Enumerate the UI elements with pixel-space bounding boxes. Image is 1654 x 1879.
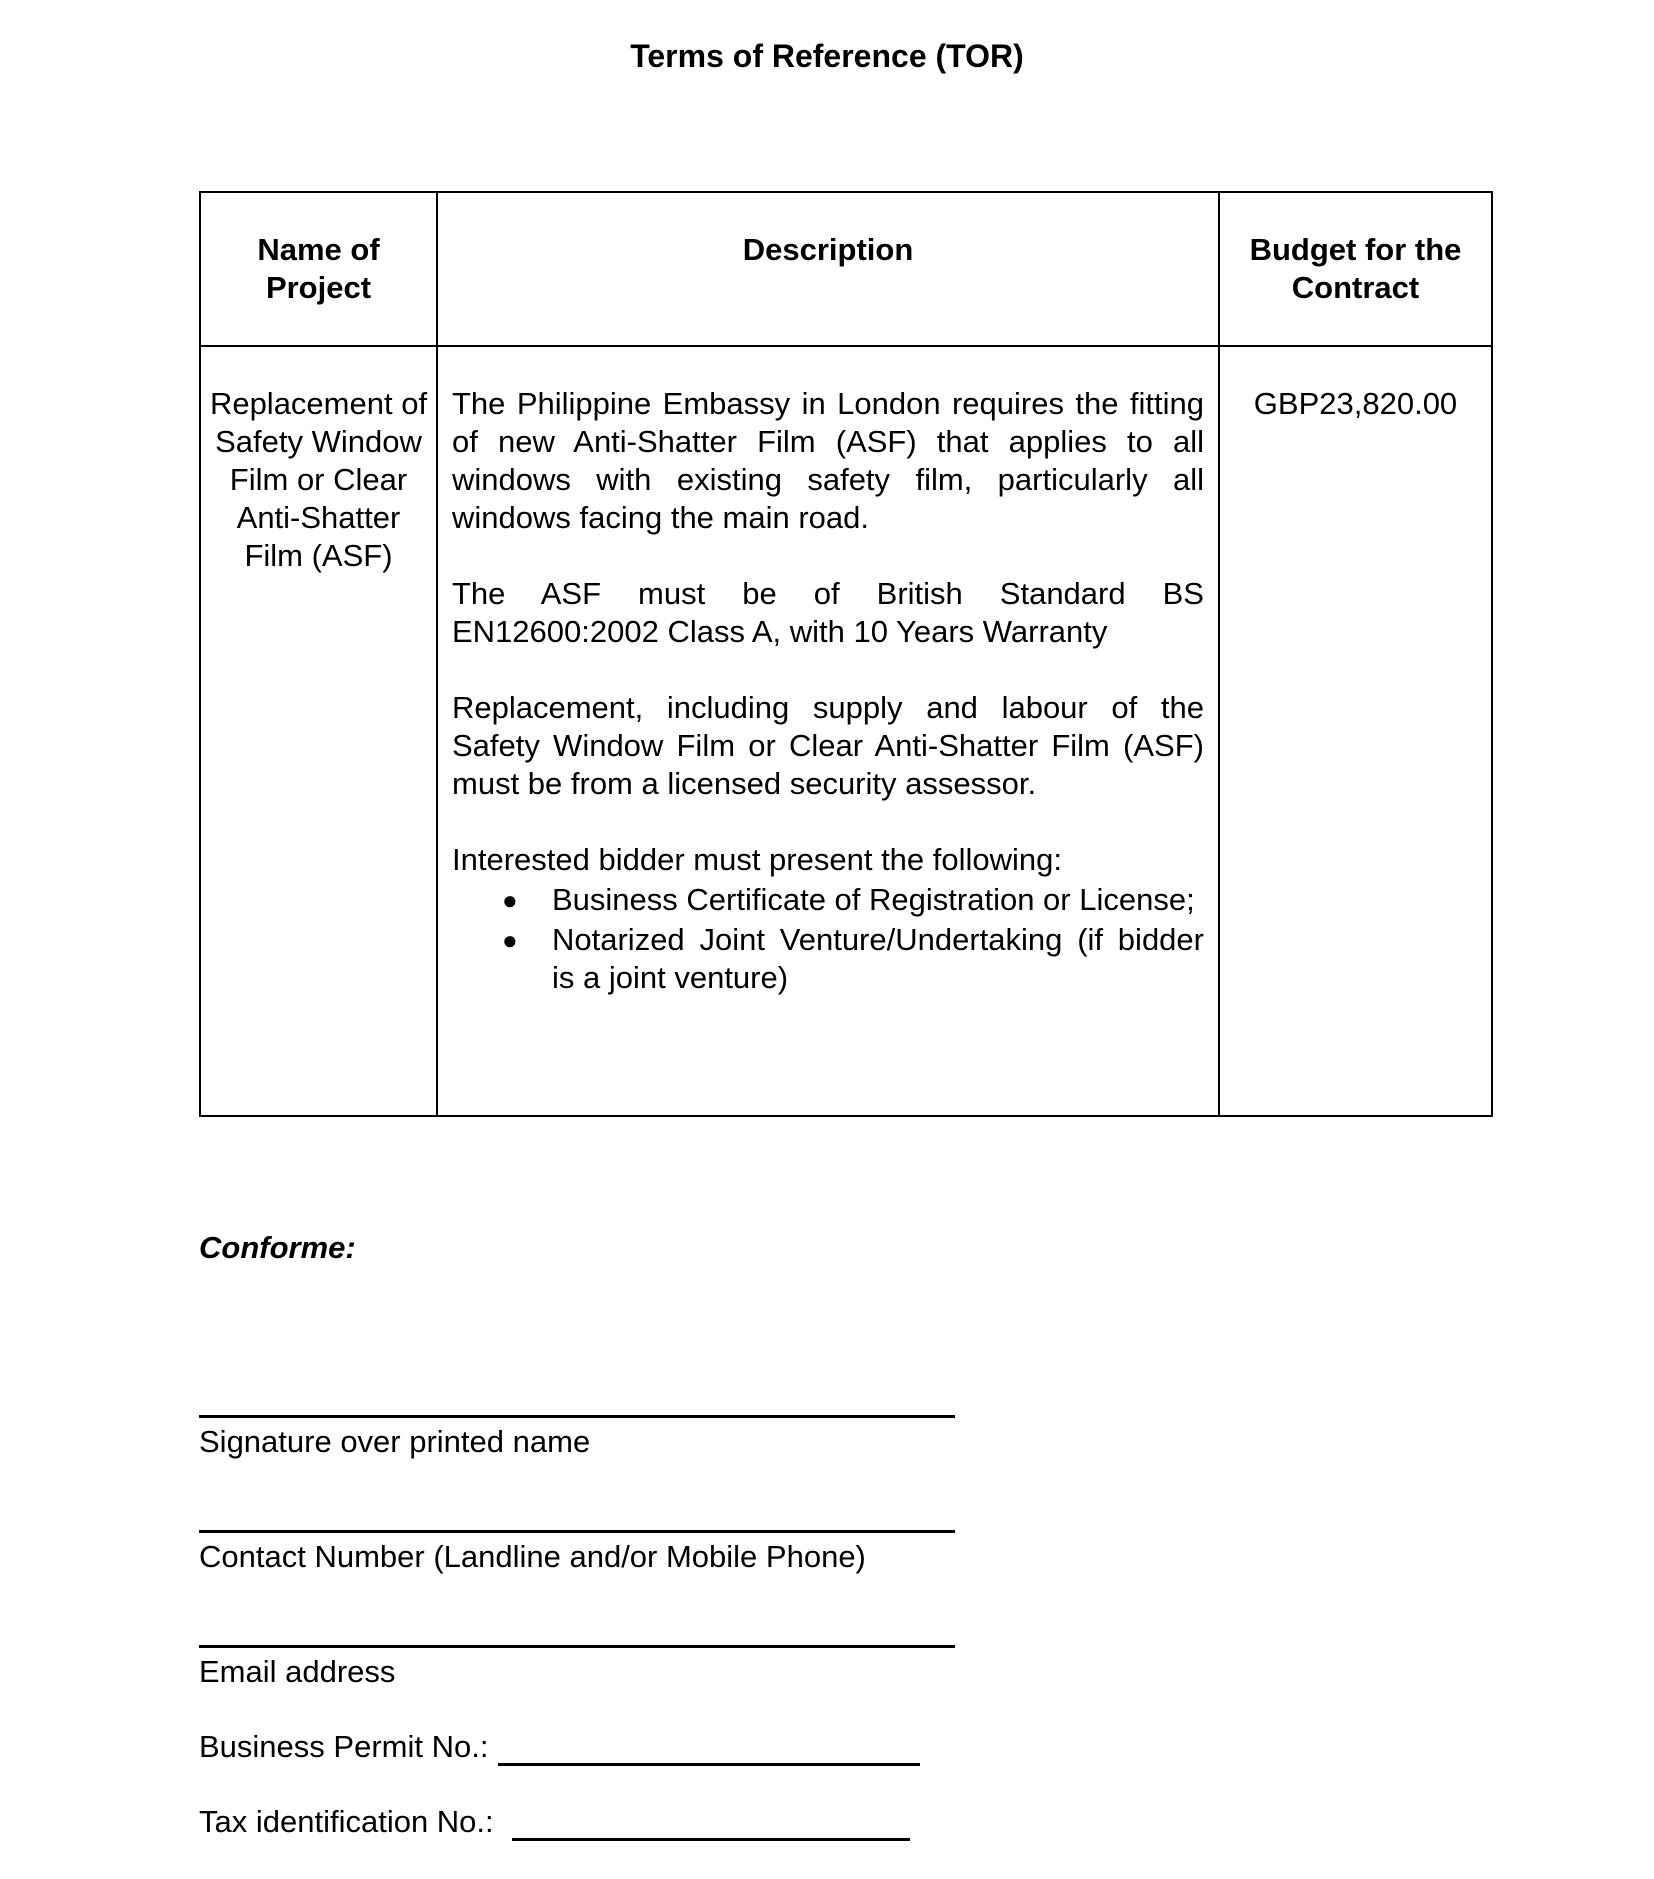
description-paragraph: The ASF must be of British Standard BS EN12600:2002 Class A, with 10 Years Warranty bbox=[452, 576, 1204, 649]
conforme-label: Conforme: bbox=[199, 1230, 356, 1265]
tax-id-label: Tax identification No.: bbox=[199, 1804, 494, 1839]
signature-line[interactable] bbox=[199, 1415, 955, 1418]
tax-id-field[interactable] bbox=[512, 1806, 910, 1841]
table-row bbox=[200, 346, 1492, 1116]
business-permit-row bbox=[199, 1728, 920, 1766]
description-cell bbox=[437, 346, 1219, 1116]
description-paragraph: Replacement, including supply and labour of the Safety Window Film or Clear Anti-Shatter Film (ASF) must be from a licensed security assessor. bbox=[452, 690, 1204, 801]
contact-number-label: Contact Number (Landline and/or Mobile Phone) bbox=[199, 1539, 866, 1574]
header-budget: Budget for the Contract bbox=[1219, 192, 1492, 346]
description-paragraph: The Philippine Embassy in London requires the fitting of new Anti-Shatter Film (ASF) that applies to all windows with existing safety film, particularly all windows facing the main road. bbox=[452, 386, 1204, 535]
description-paragraph: Interested bidder must present the following: bbox=[452, 842, 1063, 877]
business-permit-label: Business Permit No.: bbox=[199, 1729, 489, 1764]
signature-label: Signature over printed name bbox=[199, 1424, 591, 1459]
budget-cell: GBP23,820.00 bbox=[1219, 346, 1492, 1116]
email-line[interactable] bbox=[199, 1645, 955, 1648]
list-item bbox=[502, 921, 1204, 997]
email-label: Email address bbox=[199, 1654, 396, 1689]
business-permit-field[interactable] bbox=[498, 1731, 920, 1766]
tax-id-row bbox=[199, 1803, 910, 1841]
contact-number-line[interactable] bbox=[199, 1530, 955, 1533]
bullet-icon: ● bbox=[502, 885, 518, 915]
bullet-icon: ● bbox=[502, 925, 518, 955]
page-title: Terms of Reference (TOR) bbox=[630, 38, 1024, 74]
list-item-text: Notarized Joint Venture/Undertaking (if bidder is a joint venture) bbox=[552, 922, 1204, 995]
requirements-list bbox=[452, 881, 1204, 997]
header-description: Description bbox=[437, 192, 1219, 346]
table-header-row bbox=[200, 192, 1492, 346]
header-name-of-project: Name of Project bbox=[200, 192, 437, 346]
project-name-cell: Replacement of Safety Window Film or Clear Anti-Shatter Film (ASF) bbox=[200, 346, 437, 1116]
list-item bbox=[502, 881, 1204, 919]
list-item-text: Business Certificate of Registration or License; bbox=[552, 882, 1195, 917]
tor-table bbox=[199, 191, 1493, 1117]
